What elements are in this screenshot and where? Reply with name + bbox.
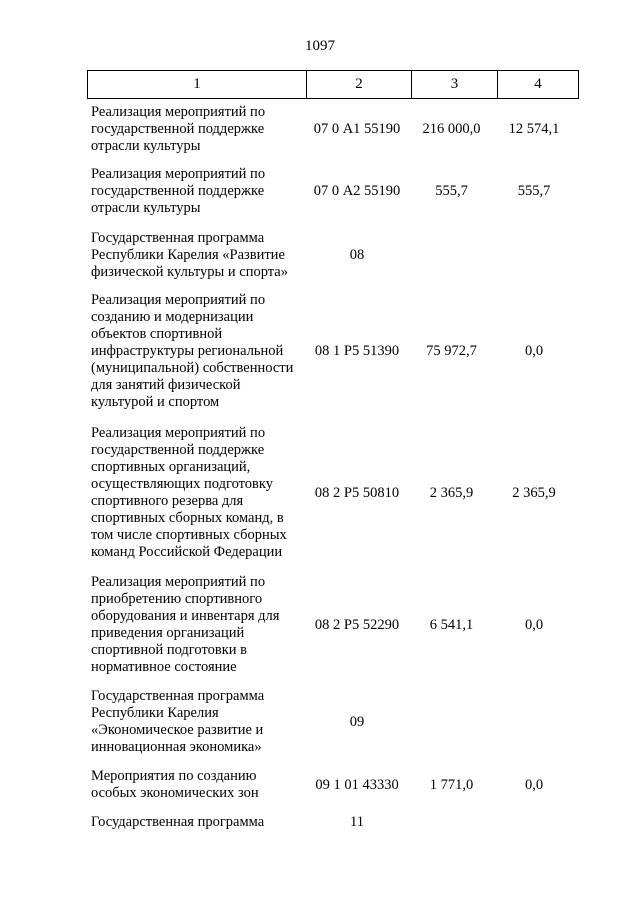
row-name-line: приобретению спортивного <box>91 591 263 607</box>
row-code: 08 2 Р5 52290 <box>314 616 400 633</box>
row-value-1: 6 541,1 <box>429 616 474 633</box>
table-header <box>87 70 579 99</box>
row-name <box>87 688 305 756</box>
row-name <box>87 574 305 676</box>
table-row <box>87 814 576 831</box>
row-name-line: физической культуры и спорта» <box>91 264 288 280</box>
row-value-1: 2 365,9 <box>429 484 474 501</box>
row-name-line: Государственная программа <box>91 814 265 830</box>
row-name-line: оборудования и инвентаря для <box>91 608 280 624</box>
row-name-line: нормативное состояние <box>91 659 237 675</box>
row-name <box>87 292 305 411</box>
row-name-line: инновационная экономика» <box>91 739 262 755</box>
row-name-line: для занятий физической <box>91 377 241 393</box>
row-value-2: 0,0 <box>524 616 544 633</box>
row-name-line: Государственная программа <box>91 688 265 704</box>
row-code: 08 1 Р5 51390 <box>314 343 400 359</box>
row-value-2: 0,0 <box>524 776 544 793</box>
table-row <box>87 574 576 676</box>
row-value-1: 75 972,7 <box>426 343 477 359</box>
row-name-line: том числе спортивных сборных <box>91 527 287 543</box>
row-value-1: 555,7 <box>435 183 468 199</box>
header-col-2: 2 <box>307 71 412 99</box>
row-value-2: 12 574,1 <box>508 121 560 137</box>
header-col-3: 3 <box>412 71 498 99</box>
row-value-1: 1 771,0 <box>429 776 474 793</box>
row-name <box>87 814 305 831</box>
header-col-4: 4 <box>498 71 579 99</box>
row-name-line: приведения организаций <box>91 625 245 641</box>
row-code: 08 <box>349 247 365 263</box>
row-name-line: объектов спортивной <box>91 326 223 342</box>
table-row <box>87 688 576 756</box>
row-code: 11 <box>350 814 364 830</box>
row-name-line: культурой и спортом <box>91 394 220 410</box>
row-name-line: государственной поддержке <box>91 442 265 458</box>
table-row <box>87 230 576 281</box>
row-name <box>87 425 305 561</box>
row-name-line: отрасли культуры <box>91 200 201 216</box>
row-name-line: Реализация мероприятий по <box>91 166 266 182</box>
table-row <box>87 166 576 217</box>
header-col-1: 1 <box>88 71 307 99</box>
row-value-1: 216 000,0 <box>422 121 481 137</box>
row-value-2: 2 365,9 <box>512 484 556 501</box>
row-code: 09 1 01 43330 <box>315 776 399 793</box>
row-name-line: (муниципальной) собственности <box>91 360 294 376</box>
row-name-line: Республики Карелия <box>91 705 219 721</box>
table-row <box>87 104 576 155</box>
row-name-line: особых экономических зон <box>91 785 259 801</box>
row-name <box>87 104 305 155</box>
row-name <box>87 230 305 281</box>
row-name-line: Реализация мероприятий по <box>91 425 266 441</box>
row-name-line: спортивных организаций, <box>91 459 251 475</box>
row-name-line: спортивных сборных команд, в <box>91 510 284 526</box>
row-code: 07 0 А1 55190 <box>313 121 401 137</box>
table-row <box>87 425 576 561</box>
row-name-line: Мероприятия по созданию <box>91 768 257 784</box>
row-code: 07 0 А2 55190 <box>313 183 401 199</box>
row-name <box>87 166 305 217</box>
row-code: 08 2 Р5 50810 <box>314 484 400 501</box>
row-name-line: Реализация мероприятий по <box>91 104 266 120</box>
row-name-line: Реализация мероприятий по <box>91 574 266 590</box>
row-name-line: созданию и модернизации <box>91 309 254 325</box>
page-number: 1097 <box>305 38 335 54</box>
table-row <box>87 292 576 411</box>
row-name-line: команд Российской Федерации <box>91 544 283 560</box>
row-name-line: государственной поддержке <box>91 121 265 137</box>
row-name-line: инфраструктуры региональной <box>91 343 284 359</box>
table-row <box>87 768 576 802</box>
row-name <box>87 768 305 802</box>
row-value-2: 555,7 <box>517 183 551 199</box>
row-name-line: государственной поддержке <box>91 183 265 199</box>
row-name-line: «Экономическое развитие и <box>91 722 264 738</box>
row-code: 09 <box>349 713 365 730</box>
row-name-line: Республики Карелия «Развитие <box>91 247 285 263</box>
row-name-line: спортивного резерва для <box>91 493 244 509</box>
row-name-line: спортивной подготовки в <box>91 642 247 658</box>
row-name-line: отрасли культуры <box>91 138 201 154</box>
row-name-line: Государственная программа <box>91 230 265 246</box>
row-name-line: осуществляющих подготовку <box>91 476 273 492</box>
row-value-2: 0,0 <box>524 343 544 359</box>
row-name-line: Реализация мероприятий по <box>91 292 266 308</box>
